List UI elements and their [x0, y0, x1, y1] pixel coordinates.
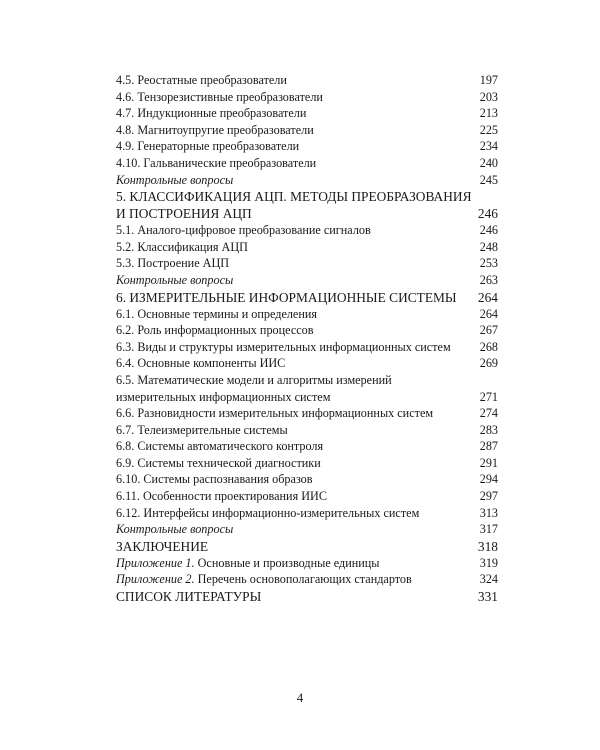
toc-entry [116, 89, 498, 106]
toc-entry-row [116, 72, 498, 89]
toc-entry-row [116, 339, 498, 356]
toc-entry [116, 122, 498, 139]
toc-entry [116, 138, 498, 155]
toc-entry-row [116, 172, 498, 189]
toc-page-number: 283 [479, 422, 498, 437]
toc-entry-title: 6.7. Телеизмерительные системы [116, 422, 288, 437]
toc-entry [116, 555, 498, 572]
toc-entry-row [116, 555, 498, 572]
toc-entry-row [116, 306, 498, 323]
toc-entry-title: ЗАКЛЮЧЕНИЕ [116, 538, 209, 554]
toc-entry [116, 155, 498, 172]
toc-page-number: 331 [477, 589, 498, 605]
toc-page-number: 234 [479, 139, 498, 154]
toc-entry-row [116, 122, 498, 139]
toc-entry-title: СПИСОК ЛИТЕРАТУРЫ [116, 589, 262, 605]
toc-entry-title: 6.8. Системы автоматического контроля [116, 439, 324, 454]
toc-page-number: 317 [479, 522, 498, 537]
toc-entry-row [116, 255, 498, 272]
toc-entry [116, 72, 498, 89]
toc-entry [116, 289, 498, 306]
toc-entry [116, 571, 498, 588]
toc-page-number: 246 [477, 206, 498, 222]
toc-entry [116, 455, 498, 472]
appendix-prefix: Приложение 2. [116, 572, 195, 587]
toc-page-number: 245 [479, 172, 498, 187]
toc-entry [116, 355, 498, 372]
toc-page-number: 225 [479, 122, 498, 137]
toc-entry [116, 422, 498, 439]
toc-page-number: 203 [479, 89, 498, 104]
toc-entry-title [116, 555, 380, 572]
toc-page-number: 313 [479, 505, 498, 520]
appendix-title: Перечень основополагающих стандартов [197, 572, 412, 587]
toc-entry-row [116, 89, 498, 106]
toc-entry-row [116, 355, 498, 372]
toc-entry-title-line1: 5. КЛАССИФИКАЦИЯ АЦП. МЕТОДЫ ПРЕОБРАЗОВАНИЯ [116, 189, 472, 205]
toc-page-number: 319 [479, 555, 498, 570]
toc-entry-row [116, 571, 498, 588]
toc-entry-title: 4.8. Магнитоупругие преобразователи [116, 122, 314, 137]
toc-entry [116, 306, 498, 323]
toc-page-number: 291 [479, 455, 498, 470]
toc-entry-row [116, 488, 498, 505]
toc-entry-row [116, 272, 498, 289]
toc-entry-row [116, 422, 498, 439]
toc-entry-title: И ПОСТРОЕНИЯ АЦП [116, 206, 252, 222]
toc-page-number: 271 [479, 389, 498, 404]
toc-entry-title: 6.9. Системы технической диагностики [116, 455, 321, 470]
toc-entry-title: 4.5. Реостатные преобразователи [116, 73, 287, 87]
toc-entry-title: 6.6. Разновидности измерительных информационных систем [116, 406, 434, 421]
toc-entry-row [116, 322, 498, 339]
toc-page-number: 268 [479, 339, 498, 354]
toc-entry-title-line1: 6.5. Математические модели и алгоритмы измерений [116, 372, 392, 387]
toc-entry [116, 222, 498, 239]
toc-entry-title: 4.6. Тензорезистивные преобразователи [116, 89, 323, 104]
toc-entry-row [116, 521, 498, 538]
toc-entry [116, 488, 498, 505]
toc-entry [116, 405, 498, 422]
toc-entry-title: 5.2. Классификация АЦП [116, 239, 248, 254]
toc-page-number: 253 [479, 256, 498, 271]
toc-entry-title: Контрольные вопросы [116, 272, 234, 287]
toc-entry-row [116, 289, 498, 306]
toc-entry-title: Контрольные вопросы [116, 522, 234, 537]
toc-entry [116, 538, 498, 555]
toc-page-number: 264 [479, 306, 498, 321]
toc-page-number: 318 [477, 538, 498, 554]
toc-page-number: 246 [479, 223, 498, 238]
toc-page-number: 263 [479, 272, 498, 287]
table-of-contents [116, 72, 498, 605]
toc-page-number: 264 [477, 289, 498, 305]
toc-entry [116, 105, 498, 122]
toc-entry [116, 339, 498, 356]
page-number: 4 [296, 690, 304, 705]
toc-entry-row [116, 471, 498, 488]
toc-entry [116, 239, 498, 256]
toc-page-number: 274 [479, 406, 498, 421]
toc-entry [116, 172, 498, 189]
toc-entry-title: 6.3. Виды и структуры измерительных информационных систем [116, 339, 451, 354]
toc-entry-row [116, 505, 498, 522]
appendix-prefix: Приложение 1. [116, 555, 195, 570]
toc-entry-row [116, 205, 498, 222]
toc-entry [116, 438, 498, 455]
toc-entry-row [116, 455, 498, 472]
toc-entry [116, 255, 498, 272]
toc-page-number: 248 [479, 239, 498, 254]
toc-page-number: 267 [479, 323, 498, 338]
toc-page-number: 197 [479, 73, 498, 87]
toc-entry-title: 6.11. Особенности проектирования ИИС [116, 489, 327, 504]
toc-entry-title [116, 571, 412, 588]
toc-entry-title: 6.1. Основные термины и определения [116, 306, 317, 321]
toc-entry-row [116, 155, 498, 172]
toc-page-number: 324 [479, 572, 498, 587]
toc-page-number: 240 [479, 155, 498, 170]
toc-entry [116, 322, 498, 339]
toc-page-number: 287 [479, 439, 498, 454]
toc-entry-row [116, 405, 498, 422]
toc-entry [116, 372, 498, 405]
toc-entry-row [116, 588, 498, 605]
toc-entry [116, 188, 498, 222]
toc-entry-row [116, 138, 498, 155]
toc-entry-row [116, 222, 498, 239]
toc-page-number: 297 [479, 489, 498, 504]
toc-entry [116, 588, 498, 605]
toc-entry-title: 6.4. Основные компоненты ИИС [116, 356, 286, 371]
toc-entry [116, 521, 498, 538]
toc-entry-row [116, 438, 498, 455]
toc-entry-row [116, 389, 498, 406]
toc-entry-title: 6.10. Системы распознавания образов [116, 472, 313, 487]
toc-entry-title: 5.1. Аналого-цифровое преобразование сигналов [116, 223, 371, 238]
toc-entry-row [116, 105, 498, 122]
toc-entry-title: 6. ИЗМЕРИТЕЛЬНЫЕ ИНФОРМАЦИОННЫЕ СИСТЕМЫ [116, 289, 457, 305]
toc-entry-title: 6.2. Роль информационных процессов [116, 323, 314, 338]
toc-entry [116, 272, 498, 289]
toc-entry-title: 6.12. Интерфейсы информационно-измерительных систем [116, 505, 420, 520]
toc-entry-title: 4.10. Гальванические преобразователи [116, 155, 317, 170]
appendix-title: Основные и производные единицы [197, 555, 380, 570]
toc-entry-title: измерительных информационных систем [116, 389, 331, 404]
toc-entry-title: 5.3. Построение АЦП [116, 256, 230, 271]
toc-entry-row [116, 239, 498, 256]
toc-entry-row [116, 538, 498, 555]
toc-page-number: 294 [479, 472, 498, 487]
toc-page-number: 269 [479, 356, 498, 371]
toc-entry [116, 505, 498, 522]
toc-entry-title: Контрольные вопросы [116, 172, 234, 187]
toc-entry-title: 4.7. Индукционные преобразователи [116, 106, 307, 121]
toc-entry [116, 471, 498, 488]
toc-entry-title: 4.9. Генераторные преобразователи [116, 139, 300, 154]
toc-page-number: 213 [479, 106, 498, 121]
